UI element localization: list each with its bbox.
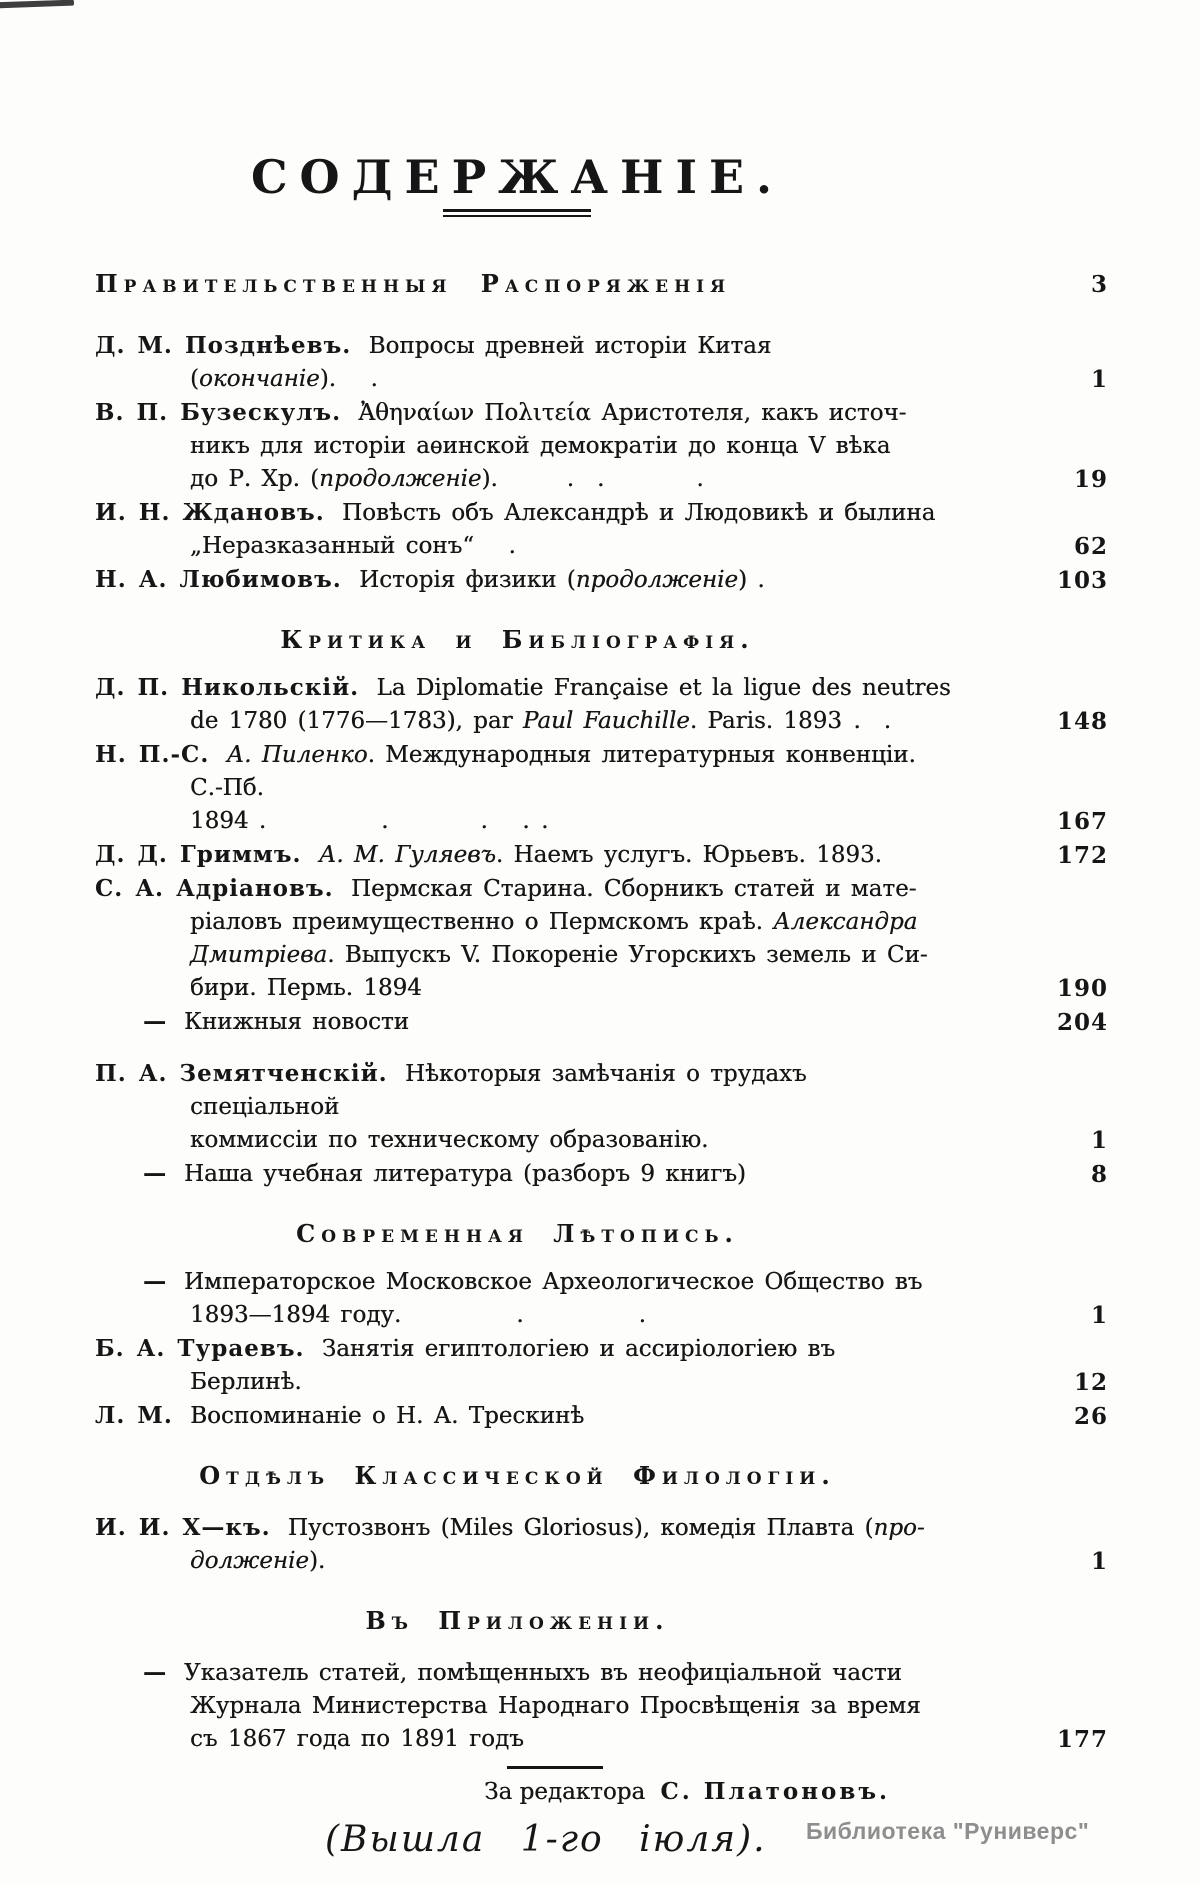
toc-entry — [95, 496, 1108, 563]
page-number: 12 — [1073, 1369, 1108, 1396]
entry-dash: — — [143, 1268, 166, 1295]
section-heading-label: Правительственныя Распоряженія — [95, 269, 732, 298]
toc-heading-row — [95, 1604, 1108, 1638]
entry-text-segment: никъ для исторіи аѳинской демократіи до конца V вѣка — [190, 433, 891, 459]
entry-dash: — — [143, 1659, 166, 1686]
entry-text — [95, 1332, 956, 1399]
toc-blocks — [95, 267, 1108, 1756]
page-number: 3 — [1090, 271, 1108, 298]
release-note: (Вышла 1-го іюля). — [325, 1819, 767, 1860]
entry-text-segment: Повѣсть объ Александрѣ и Людовикѣ и былина — [342, 500, 936, 526]
entry-text-segment: продолженіе — [319, 466, 482, 492]
entry-author: Б. А. Тураевъ. — [95, 1335, 305, 1362]
entry-text — [95, 1005, 956, 1039]
entry-text-segment: Занятія египтологіею и ассиріологіею въ Берлинѣ. — [190, 1336, 836, 1395]
toc-entry — [95, 671, 1108, 738]
entry-author: И. И. Х—къ. — [95, 1514, 271, 1541]
entry-text-segment: Наша учебная литература (разборъ 9 книгъ) — [184, 1161, 746, 1187]
entry-text — [95, 838, 956, 872]
toc-entry — [95, 1005, 1108, 1039]
entry-author: С. А. Адріановъ. — [95, 875, 334, 902]
signature-rule — [507, 1766, 603, 1769]
page-number: 1 — [1090, 1548, 1108, 1575]
entry-text — [95, 1399, 956, 1433]
entry-text — [95, 1511, 956, 1578]
page-number: 190 — [1056, 975, 1108, 1002]
entry-text-segment: Воспоминаніе о Н. А. Трескинѣ — [190, 1403, 585, 1429]
page-number: 1 — [1090, 366, 1108, 393]
entry-text-segment: Ἀθηναίων Πολιτεία Аристотеля, какъ источ- — [358, 400, 907, 426]
entry-text-segment: . Наемъ услугъ. Юрьевъ. 1893. — [495, 842, 882, 868]
entry-text-segment: долженіе — [190, 1548, 309, 1574]
entry-text-segment: 1894 . . . . . — [190, 808, 549, 834]
entry-text-segment: Дмитріева — [190, 942, 328, 968]
entry-author: И. Н. Ждановъ. — [95, 499, 325, 526]
editor-name: С. Платоновъ. — [660, 1778, 890, 1805]
entry-text-segment: . Выпускъ V. Покореніе Угорскихъ земель и Си- — [327, 942, 928, 968]
entry-text-segment: . Paris. 1893 . . — [689, 708, 892, 734]
entry-author: Л. М. — [95, 1402, 173, 1429]
toc-heading-label: Отдѣлъ Классической Филологіи. — [199, 1461, 836, 1490]
toc-entry — [95, 738, 1108, 838]
entry-dash: — — [143, 1008, 166, 1035]
toc-entry — [95, 1399, 1108, 1433]
entry-text — [95, 1656, 956, 1756]
entry-text — [95, 671, 956, 738]
scan-artifact — [0, 0, 74, 8]
page-number: 62 — [1073, 533, 1108, 560]
page-number: 8 — [1090, 1161, 1108, 1188]
entry-author: П. А. Земятченскій. — [95, 1060, 388, 1087]
page-number: 177 — [1056, 1726, 1108, 1753]
entry-text-segment: ). — [308, 1548, 326, 1574]
toc-entry — [95, 1265, 1108, 1332]
title-rule-top — [443, 209, 591, 212]
toc-entry — [95, 1656, 1108, 1756]
title-rule — [443, 209, 591, 217]
entry-text-segment: А. Пиленко — [226, 742, 368, 768]
entry-text-segment: ). . — [319, 366, 378, 392]
editor-line — [95, 1775, 940, 1809]
entry-author: Н. А. Любимовъ. — [95, 566, 342, 593]
editor-prefix: За редактора — [484, 1779, 646, 1805]
entry-text-segment: съ 1867 года по 1891 годъ — [190, 1726, 524, 1752]
entry-text-segment: Императорское Московское Археологическое Общество въ — [184, 1269, 923, 1295]
entry-dash: — — [143, 1160, 166, 1187]
entry-text-segment: Журнала Министерства Народнаго Просвѣщенія за время — [190, 1693, 921, 1719]
entry-text — [95, 738, 956, 838]
page-title: СОДЕРЖАНІЕ. — [250, 150, 785, 204]
entry-text-segment: Paul Fauchille — [522, 708, 690, 734]
entry-text-segment: окончаніе — [198, 366, 320, 392]
entry-text-segment: Пермская Старина. Сборникъ статей и мате- — [350, 876, 917, 902]
page-content — [95, 0, 1108, 1861]
entry-text-segment: Нѣкоторыя замѣчанія о трудахъ спеціальной — [190, 1061, 807, 1120]
entry-text-segment: А. М. Гуляевъ — [318, 842, 496, 868]
toc-entry — [95, 1057, 1108, 1157]
entry-author: Д. Д. Гриммъ. — [95, 841, 302, 868]
entry-text-segment: „Неразказанный сонъ“ . — [190, 533, 516, 559]
page-number: 26 — [1073, 1403, 1108, 1430]
toc-heading-row — [95, 623, 1108, 657]
title-rule-bottom — [443, 215, 591, 217]
toc-entry — [95, 838, 1108, 872]
entry-text — [95, 563, 956, 597]
entry-text — [95, 329, 956, 396]
toc-heading-row — [95, 1217, 1108, 1251]
entry-text — [95, 1057, 956, 1157]
entry-author: Д. М. Позднѣевъ. — [95, 332, 352, 359]
entry-text-segment: коммиссіи по техническому образованію. — [190, 1127, 709, 1153]
toc-heading-row — [95, 1459, 1108, 1493]
toc-entry — [95, 329, 1108, 396]
page-number: 204 — [1056, 1009, 1108, 1036]
entry-text-segment: 1893—1894 году. . . — [190, 1302, 646, 1328]
page-number: 148 — [1056, 708, 1108, 735]
toc-entry — [95, 1157, 1108, 1191]
watermark: Библиотека "Руниверс" — [806, 1818, 1090, 1844]
toc-heading-label: Современная Лѣтопись. — [296, 1219, 739, 1248]
entry-text-segment: ріаловъ преимущественно о Пермскомъ краѣ. — [190, 909, 774, 935]
entry-text-segment: Александра — [773, 909, 918, 935]
entry-text-segment: . Международныя литературныя конвенціи. С.-Пб. — [190, 742, 916, 801]
entry-text-segment: Пустозвонъ (Miles Gloriosus), комедія Плавта ( — [287, 1515, 874, 1541]
entry-text-segment: La Diplomatie Française et la ligue des neutres — [376, 675, 951, 701]
entry-text — [95, 1157, 956, 1191]
entry-author: Н. П.-С. — [95, 741, 210, 768]
toc-entry — [95, 1332, 1108, 1399]
entry-text-segment: до Р. Хр. ( — [190, 466, 320, 492]
toc-heading-label: Критика и Библіографія. — [280, 625, 755, 654]
toc-entry — [95, 872, 1108, 1005]
section-heading-row — [95, 267, 1108, 301]
entry-text-segment: Указатель статей, помѣщенныхъ въ неофиціальной части — [184, 1660, 902, 1686]
entry-text-segment: про- — [873, 1515, 925, 1541]
entry-author: В. П. Бузескулъ. — [95, 399, 342, 426]
page-number: 167 — [1056, 808, 1108, 835]
entry-text-segment: продолженіе — [575, 567, 739, 593]
entry-text-segment: ). . . . — [481, 466, 704, 492]
page-number: 19 — [1073, 466, 1108, 493]
toc-heading-label: Въ Приложеніи. — [365, 1606, 670, 1635]
toc-entry — [95, 1511, 1108, 1578]
page-number: 1 — [1090, 1302, 1108, 1329]
toc-entry — [95, 396, 1108, 496]
entry-text-segment: de 1780 (1776—1783), par — [190, 708, 523, 734]
entry-text-segment: Книжныя новости — [184, 1009, 409, 1035]
entry-text-segment: Вопросы древней исторіи Китая ( — [190, 333, 772, 392]
page-number: 1 — [1090, 1127, 1108, 1154]
page-number: 172 — [1056, 842, 1108, 869]
entry-text — [95, 1265, 956, 1332]
entry-text — [95, 872, 956, 1005]
toc-entry — [95, 563, 1108, 597]
entry-text — [95, 396, 956, 496]
entry-text-segment: Исторія физики ( — [359, 567, 576, 593]
entry-author: Д. П. Никольскій. — [95, 674, 360, 701]
entry-text-segment: бири. Пермь. 1894 — [190, 975, 422, 1001]
entry-text — [95, 496, 956, 563]
entry-text-segment: ) . — [738, 567, 765, 593]
page-number: 103 — [1056, 567, 1108, 594]
